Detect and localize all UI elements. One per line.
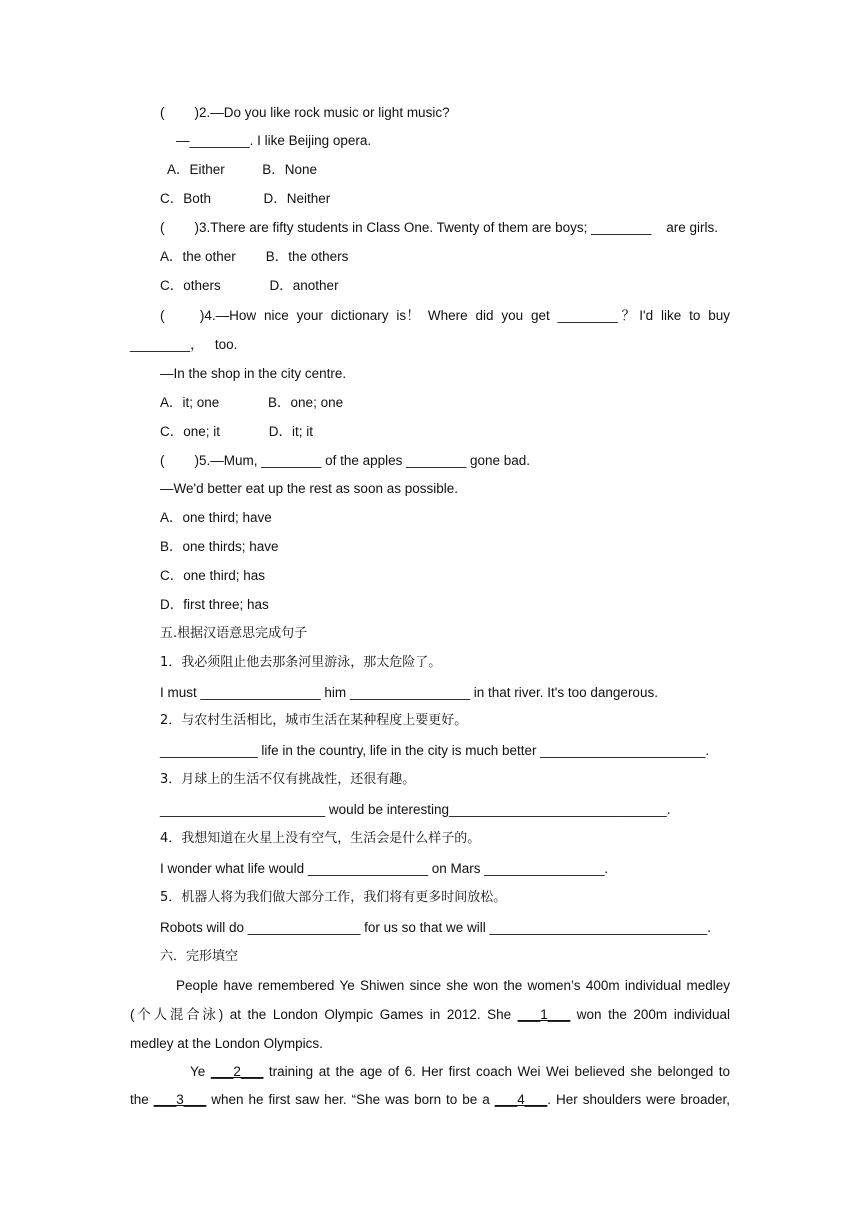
cloze-blank-3: ___3___	[153, 1092, 207, 1107]
q5-option-b: B．one thirds; have	[160, 539, 279, 554]
section5-item2-en: _____________ life in the country, life in the city is much better ______________________.	[160, 743, 710, 758]
section5-item3-zh: 3．月球上的生活不仅有挑战性，还很有趣。	[160, 772, 416, 787]
cloze-blank-2: ___2___	[210, 1064, 264, 1079]
section6-title: 六．完形填空	[160, 949, 239, 964]
q4-reply: —In the shop in the city centre.	[160, 366, 347, 381]
section5-item5-zh: 5．机器人将为我们做大部分工作，我们将有更多时间放松。	[160, 890, 507, 905]
q2-options-row1: A．Either B．None	[167, 162, 318, 177]
cloze-p1-line1: People have remembered Ye Shiwen since she won the women’s 400m individual medley	[176, 978, 730, 993]
q2-options-row2: C．Both D．Neither	[160, 191, 331, 206]
cloze-p1-line2	[130, 1006, 730, 1024]
cloze-blank-1: ___1___	[517, 1007, 571, 1022]
q4-options-row2: C．one; it D．it; it	[160, 424, 314, 439]
cloze-p2-line2	[130, 1091, 730, 1109]
cloze-p2-line1-text-a: Ye	[190, 1064, 211, 1079]
q4-stem-line2: ________， too.	[130, 337, 238, 352]
q5-reply: —We'd better eat up the rest as soon as possible.	[160, 481, 458, 496]
q3-stem: ( )3.There are fifty students in Class One. Twenty of them are boys; ________ are girls.	[160, 220, 719, 235]
cloze-p2-line2-text-a: the	[130, 1092, 154, 1107]
q3-options-row2: C．others D．another	[160, 278, 339, 293]
cloze-p1-line3: medley at the London Olympics.	[130, 1036, 323, 1051]
q5-stem: ( )5.—Mum, ________ of the apples ________ gone bad.	[160, 453, 531, 468]
section5-item2-zh: 2．与农村生活相比，城市生活在某种程度上要更好。	[160, 713, 468, 728]
q4-options-row1: A．it; one B．one; one	[160, 395, 344, 410]
cloze-blank-4: ___4___	[494, 1092, 548, 1107]
cloze-p2-line2-text-b: when he first saw her. “She was born to be a	[206, 1092, 495, 1107]
q4-stem-line1: ( )4.—How nice your dictionary is！ Where did you get ________ ？ I'd like to buy	[160, 308, 730, 323]
section5-item4-en: I wonder what life would ________________ on Mars ________________.	[160, 861, 609, 876]
section5-item1-zh: 1．我必须阻止他去那条河里游泳，那太危险了。	[160, 655, 442, 670]
cloze-p2-line2-text-c: . Her shoulders were broader,	[547, 1092, 730, 1107]
section5-title: 五.根据汉语意思完成句子	[160, 626, 308, 641]
q2-stem: ( )2.—Do you like rock music or light music?	[160, 105, 450, 120]
section5-item4-zh: 4．我想知道在火星上没有空气，生活会是什么样子的。	[160, 831, 481, 846]
q5-option-c: C．one third; has	[160, 568, 266, 583]
q5-option-d: D．first three; has	[160, 597, 269, 612]
q3-options-row1: A．the other B．the others	[160, 249, 349, 264]
cloze-p1-line2-text-b: won the 200m individual	[570, 1007, 731, 1022]
q5-option-a: A．one third; have	[160, 510, 272, 525]
section5-item5-en: Robots will do _______________ for us so that we will _____________________________.	[160, 920, 711, 935]
q2-reply: —________. I like Beijing opera.	[176, 133, 372, 148]
cloze-p1-line2-text-a: (个人混合泳) at the London Olympic Games in 2012. She	[130, 1007, 518, 1022]
section5-item1-en: I must ________________ him ________________ in that river. It's too dangerous.	[160, 685, 658, 700]
cloze-p2-line1	[190, 1063, 730, 1081]
section5-item3-en: ______________________ would be interesting_____________________________.	[160, 802, 671, 817]
cloze-p2-line1-text-b: training at the age of 6. Her first coach Wei Wei believed she belonged to	[263, 1064, 731, 1079]
